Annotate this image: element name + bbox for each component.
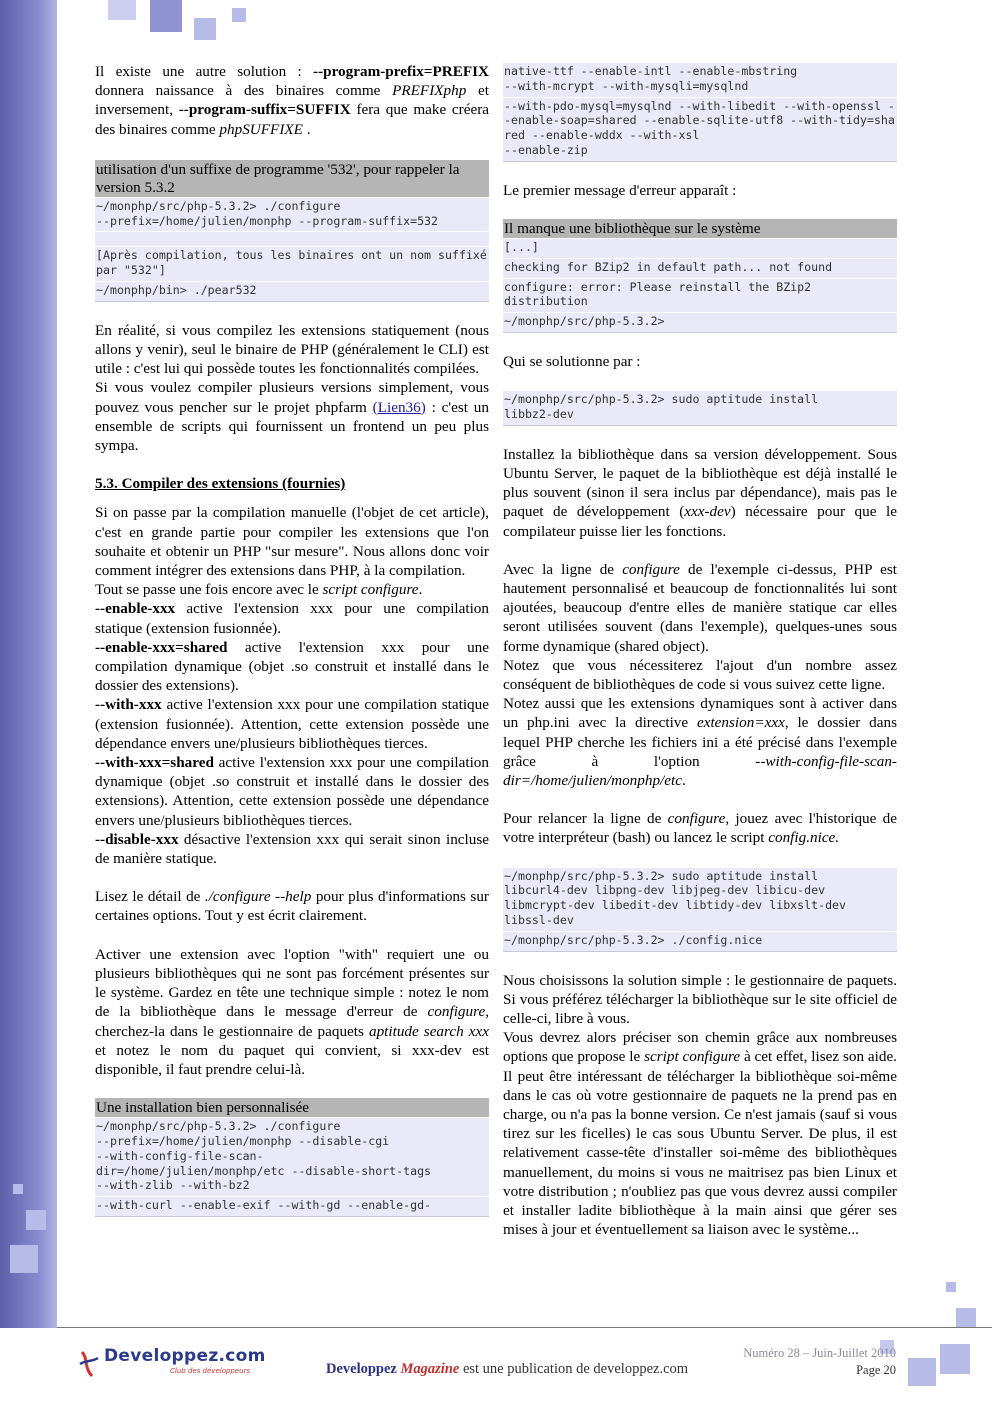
text: Il existe une autre solution : — [95, 63, 314, 80]
option-description — [95, 638, 489, 696]
footer-divider — [57, 1327, 992, 1328]
option-name: --program-prefix=PREFIX — [313, 63, 489, 80]
code-box-continued — [503, 62, 897, 162]
code-line: [Après compilation, tous les binaires ont un nom suffixé par "532"] — [95, 246, 489, 281]
text: donnera naissance à des binaires comme — [95, 82, 393, 100]
paragraph: Si on passe par la compilation manuelle (l'objet de cet article), c'est en grande partie pour compiler les extensions que l'on souhaite et obtenir un PHP "sur mesure". Nous allons donc voir comment intégrer des extensions dans PHP, à la compilation. — [95, 504, 489, 580]
binary-name: phpSUFFIXE — [219, 120, 303, 138]
italic-term: config.nice. — [768, 829, 840, 847]
italic-term: xxx-dev — [684, 503, 731, 521]
text: et inversement, — [95, 82, 489, 119]
binary-name: PREFIXphp — [392, 82, 467, 100]
text: . — [418, 581, 423, 599]
text: Lisez le détail de — [95, 888, 205, 906]
right-column — [503, 62, 897, 1239]
italic-term: ./configure --help — [204, 888, 312, 906]
logo-tagline: Club des développeurs — [170, 1367, 251, 1375]
text: ) nécessaire pour que le compilateur puisse lier les fonctions. — [503, 503, 897, 540]
paragraph: Notez que vous nécessiterez l'ajout d'un nombre assez conséquent de bibliothèques de code si vous suivez cette ligne. — [503, 656, 897, 693]
text: : c'est un ensemble de scripts qui fournissent un frontend un peu plus sympa. — [95, 398, 489, 455]
paragraph: Nous choisissons la solution simple : le gestionnaire de paquets. Si vous préférez télécharger la bibliothèque sur le site officiel de celle-ci, libre à vous. — [503, 971, 897, 1028]
decor-square — [956, 1308, 976, 1328]
code-box-title: Une installation bien personnalisée — [95, 1098, 489, 1117]
text: Tout se passe une fois encore avec le — [95, 581, 323, 599]
decor-square — [150, 0, 182, 32]
code-line: native-ttf --enable-intl --enable-mbstring --with-mcrypt --with-mysqli=mysqlnd — [503, 62, 897, 97]
code-box-suffix — [95, 160, 494, 302]
italic-term: configure — [427, 1003, 486, 1021]
paragraph — [95, 945, 489, 1079]
paragraph — [503, 1028, 897, 1239]
code-line: [...] — [503, 238, 897, 258]
code-line: ~/monphp/src/php-5.3.2> ./configure --prefix=/home/julien/monphp --program-suffix=532 — [95, 197, 489, 232]
paragraph — [95, 378, 489, 455]
decor-square — [940, 1344, 970, 1374]
decor-square — [908, 1358, 936, 1386]
page-sidebar-band — [0, 0, 57, 1328]
paragraph — [95, 580, 489, 599]
decor-square — [946, 1282, 956, 1292]
code-box-title: utilisation d'un suffixe de programme '532', pour rappeler la version 5.3.2 — [95, 160, 489, 197]
italic-term: script configure — [644, 1048, 741, 1066]
option-name: --enable-xxx — [95, 600, 176, 618]
text: active l'extension xxx pour une compilation dynamique (objet .so construit et installé dans le dossier des extensions). Attention, cette extension possède une dépendance envers une/plusieurs bibliothèques tierces. — [95, 754, 489, 829]
option-description — [95, 830, 489, 868]
paragraph — [95, 62, 489, 139]
left-column — [95, 62, 494, 1217]
lien36-link[interactable]: (Lien36) — [372, 398, 426, 416]
text: et notez le nom du paquet qui convient, si xxx-dev est disponible, il faut prendre celui-là. — [95, 1041, 489, 1078]
code-box-install-libs — [503, 867, 897, 952]
option-description — [95, 753, 489, 830]
text: de l'exemple ci-dessus, PHP est hautement personnalisé et beaucoup de fonctionnalités lui sont ajoutées, beaucoup d'entre elles de manière statique car elles seront utilisées souvent (dans l'exemple), quelques-unes sous forme dynamique (shared object). — [503, 560, 897, 655]
paragraph — [503, 445, 897, 541]
text: active l'extension xxx pour une compilation dynamique (objet .so construit et installé dans le dossier des extensions). — [95, 638, 489, 695]
code-box-title: Il manque une bibliothèque sur le système — [503, 219, 897, 238]
decor-square — [194, 18, 216, 40]
text: , le dossier dans lequel PHP cherche les fichiers ini a été précisé dans l'exemple grâce à l'option — [503, 714, 898, 770]
paragraph — [503, 809, 897, 847]
text: Avec la ligne de — [503, 560, 623, 578]
text: . — [302, 120, 311, 138]
decor-square — [26, 1210, 46, 1230]
option-name: --disable-xxx — [95, 830, 179, 848]
code-line: ~/monphp/src/php-5.3.2> sudo aptitude install libcurl4-dev libpng-dev libjpeg-dev libicu-dev libmcrypt-dev libedit-dev libtidy-dev libxslt-dev libssl-dev — [503, 867, 897, 931]
code-box-error — [503, 219, 897, 333]
code-line: checking for BZip2 in default path... not found — [503, 258, 897, 278]
logo-wordmark: Developpez.com — [104, 1346, 266, 1366]
code-line: --with-curl --enable-exif --with-gd --enable-gd- — [95, 1196, 489, 1216]
text: . — [681, 772, 686, 790]
section-heading: 5.3. Compiler des extensions (fournies) — [95, 475, 346, 493]
brand-magazine: Magazine — [400, 1361, 460, 1377]
code-line: ~/monphp/src/php-5.3.2> ./config.nice — [503, 931, 897, 951]
paragraph — [503, 560, 897, 656]
code-line: ~/monphp/src/php-5.3.2> ./configure --prefix=/home/julien/monphp --disable-cgi --with-config-file-scan- dir=/home/julien/monphp/etc --disable-short-tags --with-zlib --with-bz2 — [95, 1117, 489, 1196]
footer-publication — [326, 1361, 688, 1378]
text: active l'extension xxx pour une compilation statique (extension fusionnée). Attention, cette extension possède une dépendance envers une/plusieurs bibliothèques tierces. — [95, 696, 489, 752]
option-name: --with-xxx=shared — [95, 754, 214, 772]
publication-text: est une publication de developpez.com — [459, 1361, 689, 1377]
code-box-installation — [95, 1098, 489, 1217]
italic-term: --with-config-file-scan-dir=/home/julien/monphp/etc — [503, 752, 897, 790]
code-line: ~/monphp/src/php-5.3.2> sudo aptitude install libbz2-dev — [503, 390, 897, 425]
brand-developpez: Developpez — [326, 1361, 397, 1377]
text: , cherchez-la dans le gestionnaire de paquets — [95, 1003, 489, 1040]
italic-term: script configure — [322, 581, 419, 599]
decor-square — [108, 0, 136, 20]
page-number: Page 20 — [856, 1363, 896, 1377]
decor-square — [13, 1184, 23, 1194]
italic-term: extension=xxx — [696, 714, 785, 732]
code-box-install-bz2 — [503, 390, 897, 426]
decor-square — [232, 8, 246, 22]
text: fera que make créera des binaires comme — [95, 101, 489, 138]
paragraph — [95, 887, 489, 925]
paragraph: Le premier message d'erreur apparaît : — [503, 181, 737, 199]
code-line: configure: error: Please reinstall the BZip2 distribution — [503, 278, 897, 313]
text: Notez aussi que les extensions dynamiques sont à activer dans un php.ini avec la directive — [503, 695, 897, 732]
code-blank-line — [95, 231, 489, 246]
text: Si vous voulez compiler plusieurs versions simplement, vous pouvez vous pencher sur le projet phpfarm — [95, 379, 489, 416]
option-name: --program-suffix=SUFFIX — [178, 101, 351, 119]
text: Pour relancer la ligne de — [503, 810, 668, 828]
paragraph: En réalité, si vous compilez les extensions statiquement (nous allons y venir), seul le binaire de PHP (généralement le CLI) est utile : c'est lui qui possède toutes les fonctionnalités compilées. — [95, 321, 489, 378]
option-description — [95, 599, 489, 637]
text: désactive l'extension xxx qui serait sinon incluse de manière statique. — [95, 830, 489, 868]
text: active l'extension xxx pour une compilation statique (extension fusionnée). — [95, 600, 489, 637]
paragraph: Qui se solutionne par : — [503, 352, 641, 370]
text: à cet effet, lisez son aide. Il peut être intéressant de télécharger la bibliothèque soi-même dans le cas où votre gestionnaire de paquets ne la prend pas en charge, ou n'a pas la bonne version. Ce n'est jamais (sauf si vous tirez sur les ficelles) le cas sous Ubuntu Server. De plus, il est relativement casse-tête d'installer soi-même des bibliothèques manuellement, du moins si vous ne maitrisez pas bien Linux et votre distribution ; n'oubliez pas que vous devrez aussi compiler et installer ladite bibliothèque à la main ainsi que gérer ses mises à jour et éventuellement sa liaison avec le système... — [503, 1048, 897, 1239]
code-line: ~/monphp/src/php-5.3.2> — [503, 312, 897, 332]
code-line: ~/monphp/bin> ./pear532 — [95, 281, 489, 301]
text: pour plus d'informations sur certaines options. Tout y est écrit clairement. — [95, 888, 489, 925]
decor-square — [10, 1245, 38, 1273]
issue-number: Numéro 28 – Juin-Juillet 2010 — [743, 1346, 896, 1360]
option-name: --with-xxx — [95, 696, 162, 714]
text: Installez la bibliothèque dans sa version développement. Sous Ubuntu Server, le paquet de la bibliothèque est déjà installé le plus souvent (sinon il sera inclus par dépendance), mais pas le paquet de développement ( — [503, 445, 897, 521]
text: Vous devrez alors préciser son chemin grâce aux nombreuses options que propose le — [503, 1029, 897, 1066]
text: , jouez avec l'historique de votre interpréteur (bash) ou lancez le script — [503, 810, 897, 847]
italic-term: configure — [622, 560, 680, 578]
code-line: --with-pdo-mysql=mysqlnd --with-libedit --with-openssl --enable-soap=shared --enable-sqlite-utf8 --with-tidy=shared --enable-wddx --with-xsl --enable-zip — [503, 97, 897, 161]
italic-term: aptitude search xxx — [368, 1022, 489, 1040]
option-description — [95, 695, 489, 753]
paragraph — [503, 694, 897, 790]
text: Activer une extension avec l'option "with" requiert une ou plusieurs bibliothèques qui ne sont pas forcément présentes sur le système. Gardez en tête une technique simple : notez le nom de la bibliothèque dans le message d'erreur de — [95, 945, 489, 1021]
italic-term: configure — [667, 810, 726, 828]
option-name: --enable-xxx=shared — [95, 638, 228, 656]
